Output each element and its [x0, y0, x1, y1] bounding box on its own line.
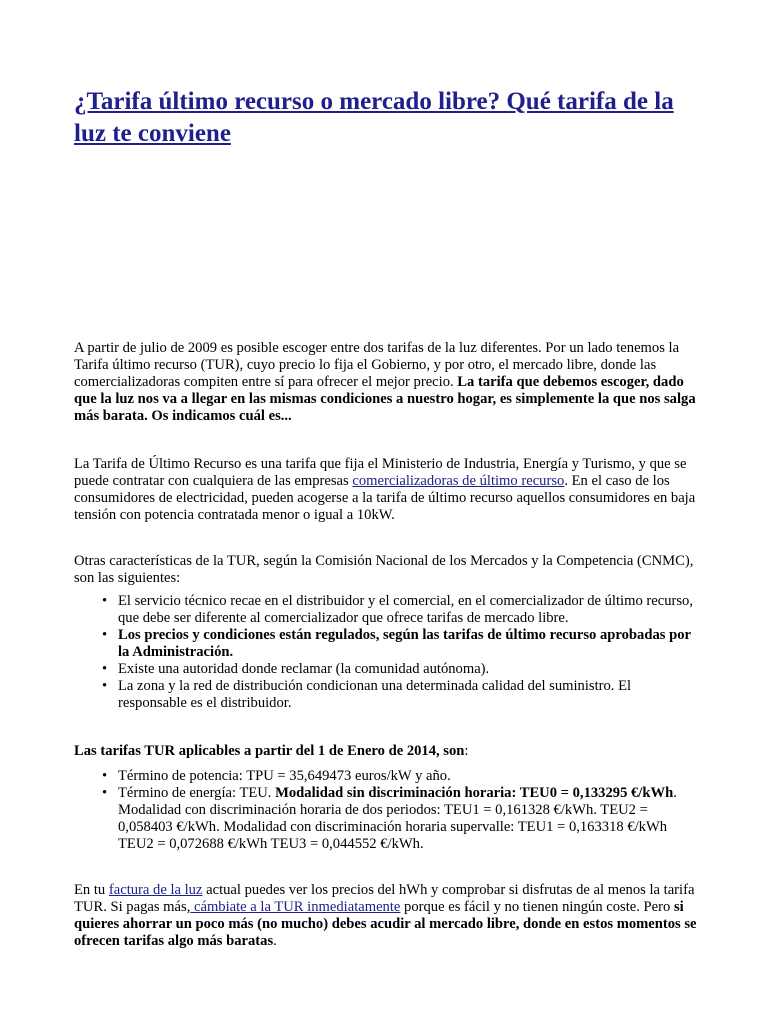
energia-rest: . Modalidad con discriminación horaria de dos periodos: TEU1 = 0,161328 €/kWh. TEU2 = 0,058403 €/kWh. Modalidad con discriminación horaria supervalle: TEU1 = 0,163318 €/kWh TEU2 = 0,072688 €/kWh TEU3 = 0,044552 €/kWh.	[118, 785, 677, 852]
article-title-link[interactable]: ¿Tarifa último recurso o mercado libre? Qué tarifa de la luz te conviene	[74, 88, 674, 147]
energia-bold-text: Modalidad sin discriminación horaria: TEU0 = 0,133295 €/kWh	[275, 785, 674, 801]
characteristics-intro: Otras características de la TUR, según la Comisión Nacional de los Mercados y la Competencia (CNMC), son las siguientes:	[74, 553, 694, 586]
tariffs-list	[74, 768, 698, 853]
list-item: • Existe una autoridad donde reclamar (la comunidad autónoma).	[118, 661, 698, 678]
closing-bold-text: si quieres ahorrar un poco más (no mucho) debes acudir al mercado libre, donde en estos momentos se ofrecen tarifas algo más baratas	[74, 899, 697, 949]
tariffs-heading: Las tarifas TUR aplicables a partir del 1 de Enero de 2014, son	[74, 743, 465, 759]
closing-text-2: actual puedes ver los precios del hWh y comprobar si disfrutas de al menos la tarifa TUR. Si pagas más,	[74, 882, 695, 915]
tur-paragraph	[74, 456, 698, 524]
characteristics-list	[74, 593, 698, 712]
closing-text-3: porque es fácil y no tienen ningún coste. Pero	[400, 899, 674, 915]
closing-text-1: En tu	[74, 882, 109, 898]
list-item: • La zona y la red de distribución condicionan una determinada calidad del suministro. El responsable es el distribuidor.	[118, 678, 698, 712]
intro-text: A partir de julio de 2009 es posible escoger entre dos tarifas de la luz diferentes. Por un lado tenemos la Tarifa último recurso (TUR), cuyo precio lo fija el Gobierno, y por otro, el mercado libre, donde las comercializadoras compiten entre sí para ofrecer el mejor precio.	[74, 340, 680, 390]
factura-luz-link[interactable]: factura de la luz	[108, 882, 203, 898]
article-title	[74, 86, 698, 150]
tariffs-section	[74, 743, 698, 853]
tur-text-after-link: . En el caso de los consumidores de electricidad, pueden acogerse a la tarifa de último recurso aquellos consumidores en baja tensión con potencia contratada menor o igual a 10kW.	[74, 473, 696, 523]
tur-text-before-link: La Tarifa de Último Recurso es una tarifa que fija el Ministerio de Industria, Energía y Turismo, y que se puede contratar con cualquiera de las empresas	[74, 456, 687, 489]
list-item: • Término de potencia: TPU = 35,649473 euros/kW y año.	[118, 768, 698, 785]
comercializadoras-link[interactable]: comercializadoras de último recurso	[352, 473, 565, 489]
closing-text-4: .	[273, 933, 277, 949]
list-item	[118, 627, 698, 661]
energia-prefix: Término de energía: TEU.	[118, 785, 276, 801]
cambiate-tur-link[interactable]: cámbiate a la TUR inmediatamente	[190, 899, 401, 915]
intro-bold-text: La tarifa que debemos escoger, dado que la luz nos va a llegar en las mismas condiciones a nuestro hogar, es simplemente la que nos salga más barata. Os indicamos cuál es...	[74, 374, 696, 424]
intro-paragraph	[74, 340, 698, 425]
tariffs-heading-colon: :	[464, 743, 469, 759]
list-item: • El servicio técnico recae en el distribuidor y el comercial, en el comercializador de último recurso, que debe ser diferente al comercializador que ofrece tarifas de mercado libre.	[118, 593, 698, 627]
list-item-bold-text: Los precios y condiciones están regulados, según las tarifas de último recurso aprobadas por la Administración.	[118, 627, 691, 660]
list-item	[118, 785, 698, 853]
characteristics-section	[74, 553, 698, 712]
closing-paragraph	[74, 882, 698, 950]
